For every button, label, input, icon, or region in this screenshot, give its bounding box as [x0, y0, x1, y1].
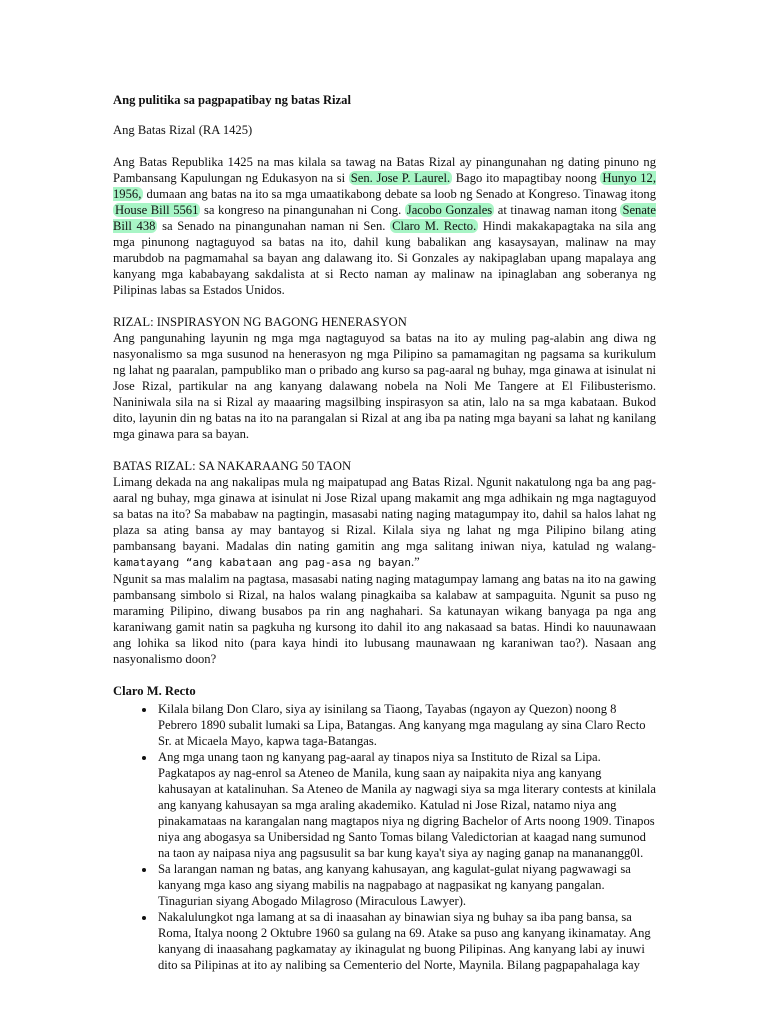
section-heading-inspirasyon: RIZAL: INSPIRASYON NG BAGONG HENERASYON	[113, 315, 407, 329]
50-taon-paragraph-2: Ngunit sa mas malalim na pagtasa, masasabi nating naging matagumpay lamang ang batas na ito na gawing pambansang simbolo si Rizal, na halos walang pinagkaiba sa kalabaw at sampaguita. Ngunit sa puso ng maraming Pilipino, diwang busabos pa rin ang naghahari. Sa katunayan wikang banyaga pa nga ang karaniwang gamit natin sa pagkuha ng kursong ito dahil ito ang nakasaad sa batas. Hindi ko nauunawaan ang lohika sa likod nito (para kaya hindi ito lubusang maunawaan ng karaniwan tao?). Nasaan ang nasyonalismo doon?	[113, 572, 656, 666]
document-subtitle: Ang Batas Rizal (RA 1425)	[113, 123, 253, 137]
highlight-house-bill: House Bill 5561	[115, 203, 199, 217]
section-heading-50-taon: BATAS RIZAL: SA NAKARAANG 50 TAON	[113, 459, 352, 473]
intro-paragraph: Ang Batas Republika 1425 na mas kilala sa tawag na Batas Rizal ay pinangunahan ng dating pinuno ng Pambansang Kapulungan ng Edukasyon na si Sen. Jose P. Laurel. Bago ito mapagtibay noong Hunyo 12, 1956, dumaan ang batas na ito sa mga umaatikabong debate sa loob ng Senado at Kongreso. Tinawag itong House Bill 5561 sa kongreso na pinangunahan ni Cong. Jacobo Gonzales at tinawag naman itong Senate Bill 438 sa Senado na pinangunahan naman ni Sen. Claro M. Recto. Hindi makakapagtaka na sila ang mga pinunong nagtaguyod sa batas na ito, dahil kung babalikan ang kasaysayan, malinaw na may marubdob na pagmamahal sa bayan ang dalawang ito. Si Gonzales ay nakipaglaban upang mapalaya ang kanyang mga kababayang sakdalista at si Recto naman ay malinaw na ipinaglaban ang soberanya ng Pilipinas labas sa Estados Unidos.	[113, 155, 657, 297]
50-taon-paragraph-1: Limang dekada na ang nakalipas mula ng maipatupad ang Batas Rizal. Ngunit nakatulong nga ba ang pag-aaral ng buhay, mga ginawa at isinulat ni Jose Rizal upang makamit ang mga adhikain ng mga nagtaguyod sa batas na ito? Sa mababaw na pagtingin, masasabi nating naging matagumpay ito, dahil sa halos lahat ng plaza sa ating bansa ay may bantayog si Rizal. Kilala siya ng lahat ng mga Pilipino bilang ating pambansang bayani. Madalas din nating gamitin ang mga salitang iniwan niya, katulad ng walang-kamatayang “ang kabataan ang pag-asa ng bayan.”	[113, 475, 656, 569]
highlight-date: Hunyo 12, 1956,	[113, 171, 657, 201]
quote-text: kamatayang “ang kabataan ang pag-asa ng bayan	[113, 556, 412, 569]
document-page	[113, 92, 656, 973]
document-title: Ang pulitika sa pagpapatibay ng batas Rizal	[113, 93, 351, 107]
list-item: • Ang mga unang taon ng kanyang pag-aaral ay tinapos niya sa Instituto de Rizal sa Lipa. Pagkatapos ay nag-enrol sa Ateneo de Manila, kung saan ay naipakita niya ang kanyang kahusayan at katalinuhan. Sa Ateneo de Manila ay nagwagi siya sa mga literary contests at kinilala ang kanyang kahusayan sa mga araling akademiko. Katulad ni Jose Rizal, natamo niya ang pinakamataas na karangalan nang magtapos niya ng digring Bachelor of Arts noong 1909. Tinapos niya ang abogasya sa Unibersidad ng Santo Tomas bilang Valedictorian at kaagad nang sumunod na taon ay naipasa niya ang pagsusulit sa bar kung kaya't siya ay naging ganap na mananangg0l.	[156, 749, 656, 861]
list-item: • Sa larangan naman ng batas, ang kanyang kahusayan, ang kagulat-gulat niyang pagwawagi sa kanyang mga kaso ang siyang mabilis na nagpabago at nagpasikat ng kanyang pangalan. Tinagurian siyang Abogado Milagroso (Miraculous Lawyer).	[156, 861, 656, 909]
recto-heading: Claro M. Recto	[113, 684, 196, 698]
highlight-senate-bill: Senate Bill 438	[113, 203, 657, 233]
highlight-gonzales: Jacobo Gonzales	[406, 203, 493, 217]
recto-bullet-list	[113, 701, 656, 973]
list-item: • Nakalulungkot nga lamang at sa di inaasahan ay binawian siya ng buhay sa iba pang bansa, sa Roma, Italya noong 2 Oktubre 1960 sa gulang na 69. Atake sa puso ang kanyang ikinamatay. Ang kanyang di inaasahang pagkamatay ay ikinagulat ng buong Pilipinas. Ang kanyang labi ay inuwi dito sa Pilipinas at ito ay nalibing sa Cementerio del Norte, Maynila. Bilang pagpapahalaga kay	[156, 909, 656, 973]
highlight-recto: Claro M. Recto.	[392, 219, 477, 233]
highlight-laurel: Sen. Jose P. Laurel.	[350, 171, 451, 185]
inspirasyon-paragraph: Ang pangunahing layunin ng mga mga nagtaguyod sa batas na ito ay muling pag-alabin ang diwa ng nasyonalismo sa mga susunod na henerasyon ng mga Pilipino sa pamamagitan ng pagsama sa kurikulum ng lahat ng paaralan, pampubliko man o pribado ang kurso sa pag-aaral ng buhay, mga ginawa at isinulat ni Jose Rizal, partikular na ang kanyang dalawang nobela na Noli Me Tangere at El Filibusterismo. Naniniwala sila na si Rizal ay maaaring magsilbing inspirasyon sa atin, lalo na sa mga kabataan. Bukod dito, layunin din ng batas na ito na parangalan si Rizal at ang iba pa nating mga bayani sa lahat ng kanilang mga ginawa para sa bayan.	[113, 331, 656, 441]
list-item: • Kilala bilang Don Claro, siya ay isinilang sa Tiaong, Tayabas (ngayon ay Quezon) noong 8 Pebrero 1890 subalit lumaki sa Lipa, Batangas. Ang kanyang mga magulang ay sina Claro Recto Sr. at Micaela Mayo, kapwa taga-Batangas.	[156, 701, 656, 749]
